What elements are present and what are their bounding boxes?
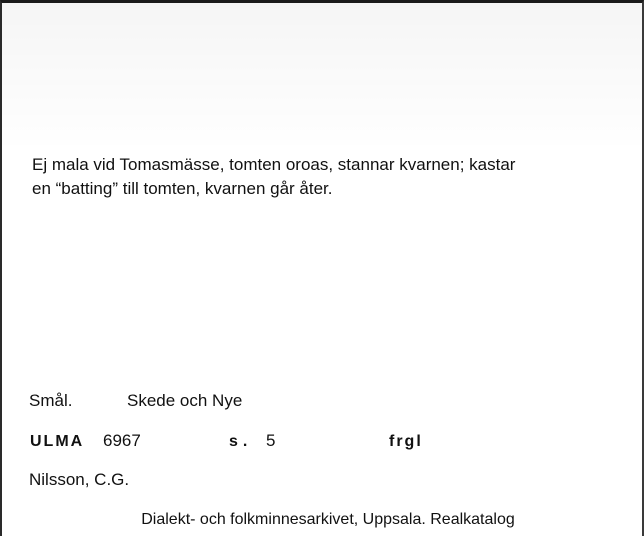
page-label: s. xyxy=(229,433,253,450)
category-code: frgl xyxy=(389,433,423,450)
body-line-1: Ej mala vid Tomasmässe, tomten oroas, stannar kvarnen; kastar xyxy=(32,155,516,174)
collector-name: Nilsson, C.G. xyxy=(29,470,130,489)
body-line-2: en “batting” till tomten, kvarnen går åter. xyxy=(32,179,333,198)
region-label: Smål. xyxy=(29,391,73,410)
scan-shading xyxy=(2,3,642,153)
archive-footer: Dialekt- och folkminnesarkivet, Uppsala. Realkatalog xyxy=(141,511,515,528)
card-body-text xyxy=(32,153,622,201)
archive-number: 6967 xyxy=(103,431,141,450)
page-number: 5 xyxy=(266,431,276,450)
archive-code: ULMA xyxy=(30,433,85,450)
place-name: Skede och Nye xyxy=(127,391,243,410)
